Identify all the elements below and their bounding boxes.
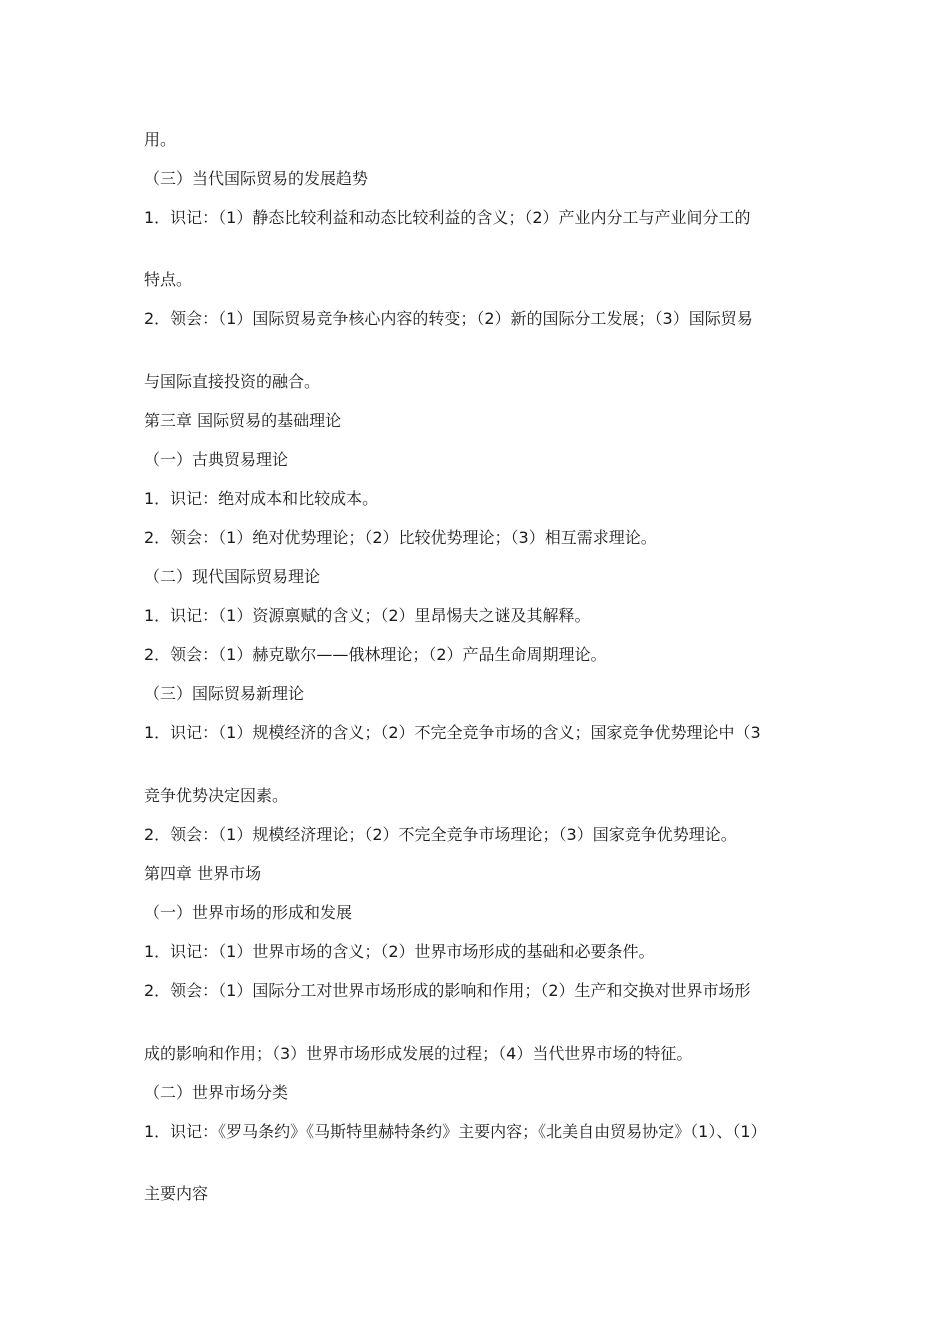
text-line-1: 用。 xyxy=(144,130,177,149)
text-line-21: 2．领会：（1）国际分工对世界市场形成的影响和作用；（2）生产和交换对世界市场形 xyxy=(144,981,751,1000)
text-line-12: 1．识记：（1）资源禀赋的含义；（2）里昂惕夫之谜及其解释。 xyxy=(144,606,591,625)
text-line-4: 特点。 xyxy=(144,270,193,289)
text-line-22: 成的影响和作用；（3）世界市场形成发展的过程；（4）当代世界市场的特征。 xyxy=(144,1044,693,1063)
text-line-13: 2．领会：（1）赫克歇尔——俄林理论；（2）产品生命周期理论。 xyxy=(144,645,607,664)
text-line-15: 1．识记：（1）规模经济的含义；（2）不完全竞争市场的含义；国家竞争优势理论中（3 xyxy=(144,723,761,742)
section-heading-3b: （三）国际贸易新理论 xyxy=(144,684,305,703)
chapter-heading-4: 第四章 世界市场 xyxy=(144,864,262,883)
text-line-16: 竞争优势决定因素。 xyxy=(144,786,289,805)
text-line-9: 1．识记：绝对成本和比较成本。 xyxy=(144,489,379,508)
section-heading-3: （三）当代国际贸易的发展趋势 xyxy=(144,169,369,188)
text-line-24: 1．识记：《罗马条约》《马斯特里赫特条约》主要内容；《北美自由贸易协定》（1）、（1） xyxy=(144,1122,767,1141)
text-line-17: 2．领会：（1）规模经济理论；（2）不完全竞争市场理论；（3）国家竞争优势理论。 xyxy=(144,825,737,844)
text-line-3: 1．识记：（1）静态比较利益和动态比较利益的含义；（2）产业内分工与产业间分工的 xyxy=(144,208,751,227)
text-line-6: 与国际直接投资的融合。 xyxy=(144,372,321,391)
chapter-heading-3: 第三章 国际贸易的基础理论 xyxy=(144,411,342,430)
section-heading-2: （二）现代国际贸易理论 xyxy=(144,567,321,586)
section-heading-2b: （二）世界市场分类 xyxy=(144,1083,289,1102)
text-line-25: 主要内容 xyxy=(144,1184,209,1203)
text-line-5: 2．领会：（1）国际贸易竞争核心内容的转变；（2）新的国际分工发展；（3）国际贸易 xyxy=(144,309,753,328)
text-line-10: 2．领会：（1）绝对优势理论；（2）比较优势理论；（3）相互需求理论。 xyxy=(144,528,657,547)
section-heading-1b: （一）世界市场的形成和发展 xyxy=(144,903,353,922)
text-line-20: 1．识记：（1）世界市场的含义；（2）世界市场形成的基础和必要条件。 xyxy=(144,942,655,961)
section-heading-1: （一）古典贸易理论 xyxy=(144,450,289,469)
